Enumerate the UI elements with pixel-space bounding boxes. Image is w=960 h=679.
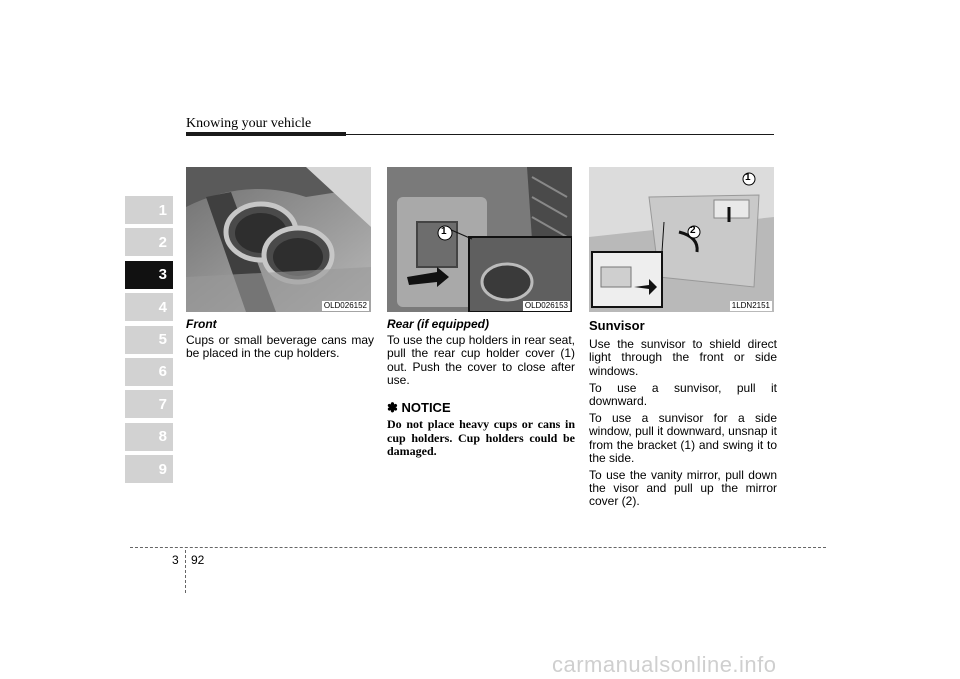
sunvisor-p1: Use the sunvisor to shield direct light through the front or side windows.	[589, 337, 777, 378]
callout-2-label: 2	[690, 225, 696, 236]
rear-description: To use the cup holders in rear seat, pull the rear cup holder cover (1) out. Push the cover to close after use.	[387, 333, 575, 387]
chapter-tab-4[interactable]: 4	[125, 293, 173, 321]
callout-1-label: 1	[441, 226, 447, 237]
chapter-tab-3[interactable]: 3	[125, 261, 173, 289]
image-code: 1LDN2151	[731, 301, 770, 310]
front-description: Cups or small beverage cans may be placed in the cup holders.	[186, 333, 374, 361]
notice-text: Do not place heavy cups or cans in cup holders. Cup holders could be damaged.	[387, 417, 575, 459]
chapter-tab-9[interactable]: 9	[125, 455, 173, 483]
sunvisor-photo	[589, 167, 774, 312]
rear-cupholder-section	[387, 318, 575, 459]
callout-1-label: 1	[745, 172, 751, 183]
page-number: 92	[191, 553, 205, 567]
sunvisor-p4: To use the vanity mirror, pull down the visor and pull up the mirror cover (2).	[589, 468, 777, 509]
notice-title: ✽ NOTICE	[387, 400, 451, 416]
sunvisor-p2: To use a sunvisor, pull it downward.	[589, 380, 777, 409]
page-chapter-number: 3	[172, 553, 179, 567]
footer-vertical-rule	[185, 550, 186, 593]
chapter-tab-8[interactable]: 8	[125, 423, 173, 451]
image-code: OLD026152	[323, 301, 367, 310]
sunvisor-p3: To use a sunvisor for a side window, pull it downward, unsnap it from the bracket (1) and swing it to the side.	[589, 411, 777, 465]
header-rule-thin	[346, 134, 774, 135]
watermark: carmanualsonline.info	[552, 652, 777, 677]
front-cupholder-section	[186, 318, 374, 365]
front-cupholder-photo	[186, 167, 371, 312]
rear-cupholder-photo	[387, 167, 572, 312]
sunvisor-heading: Sunvisor	[589, 318, 645, 333]
chapter-tab-7[interactable]: 7	[125, 390, 173, 418]
chapter-tab-2[interactable]: 2	[125, 228, 173, 256]
header-title: Knowing your vehicle	[186, 116, 312, 131]
footer-rule	[130, 547, 826, 548]
chapter-tab-1[interactable]: 1	[125, 196, 173, 224]
chapter-tabs	[125, 196, 173, 488]
rear-subheading: Rear (if equipped)	[387, 317, 490, 331]
image-code: OLD026153	[524, 301, 568, 310]
header-rule-thick	[186, 132, 346, 136]
chapter-tab-5[interactable]: 5	[125, 326, 173, 354]
front-subheading: Front	[186, 317, 217, 331]
chapter-tab-6[interactable]: 6	[125, 358, 173, 386]
sunvisor-section	[589, 318, 777, 513]
